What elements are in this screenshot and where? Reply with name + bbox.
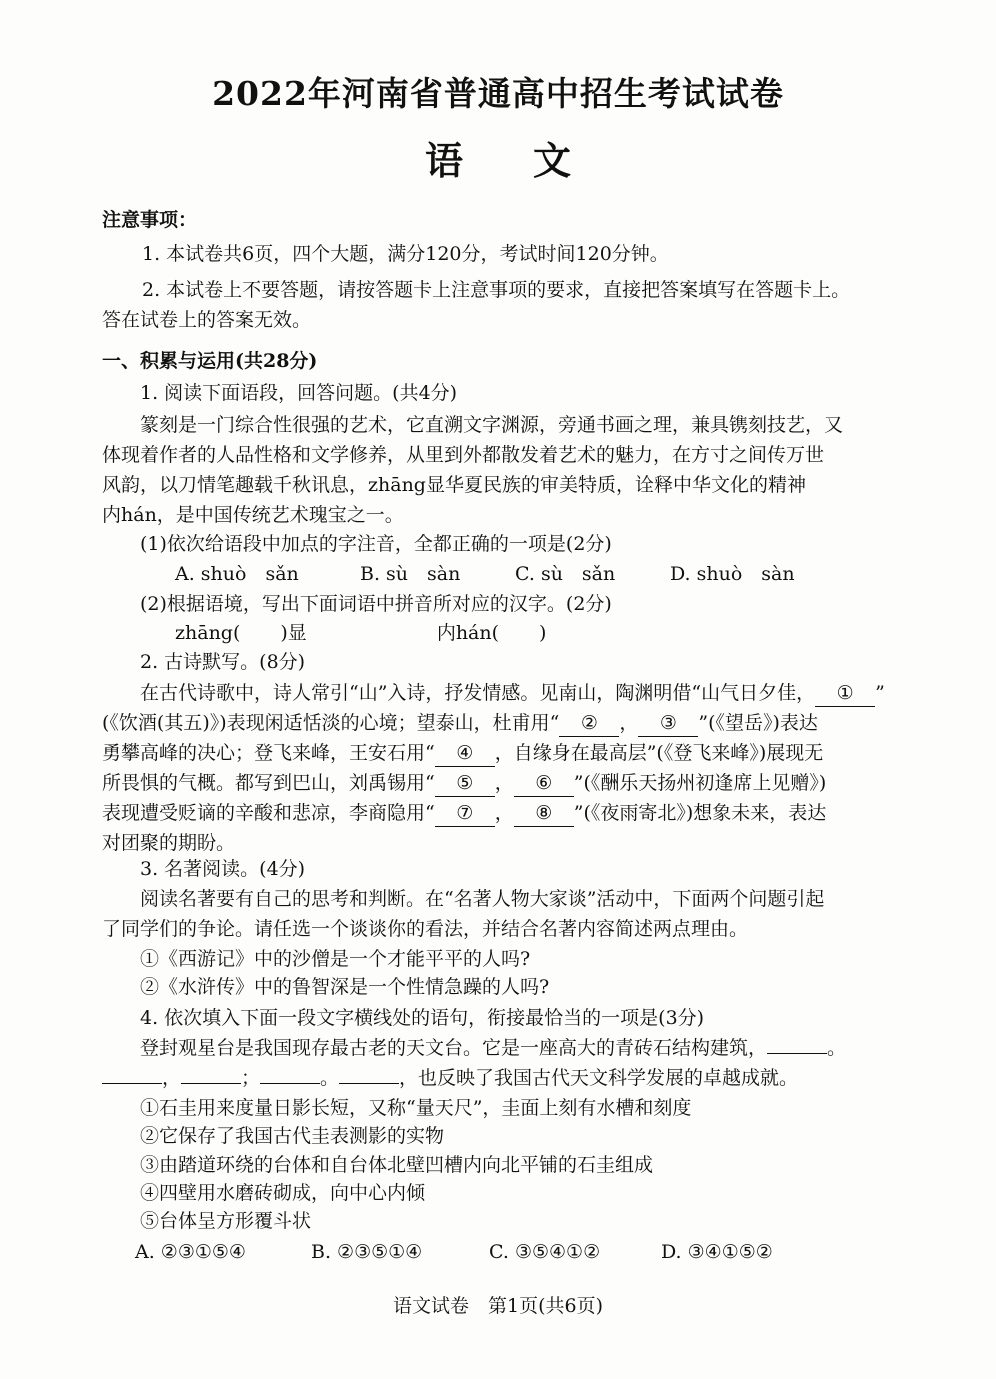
q1-sub2: (2)根据语境，写出下面词语中拼音所对应的汉字。(2分) — [140, 593, 612, 615]
q1-passage-line: 风韵，以刀情笔趣载千秋讯息，zhāng显华夏民族的审美特质，诠释中华文化的精神 — [102, 474, 806, 496]
q3-item-2: ②《水浒传》中的鲁智深是一个性情急躁的人吗? — [140, 976, 550, 998]
q2-text: ” — [875, 682, 885, 704]
option-c: C. sù sǎn — [515, 563, 616, 585]
blank — [181, 1083, 241, 1084]
q4-item: ③由踏道环绕的台体和自台体北壁凹槽内向北平铺的石圭组成 — [140, 1154, 654, 1176]
q2-stem: 2. 古诗默写。(8分) — [140, 651, 306, 673]
option-a: A. shuò sǎn — [175, 563, 299, 585]
q2-text: 在古代诗歌中，诗人常引“山”入诗，抒发情感。见南山，陶渊明借“山气日夕佳， — [140, 682, 816, 704]
q4-text: ， — [162, 1067, 182, 1089]
option-c: C. ③⑤④①② — [489, 1241, 601, 1263]
blank-4: ④ — [435, 740, 495, 767]
q2-line — [102, 710, 818, 737]
q1-stem: 1. 阅读下面语段，回答问题。(共4分) — [140, 382, 458, 404]
q2-text: ”(《酬乐天扬州初逢席上见赠》) — [573, 772, 827, 794]
q3-line: 了同学们的争论。请任选一个谈谈你的看法，并结合名著内容简述两点理由。 — [102, 918, 749, 940]
sub2-item-2-prefix: 内hán( — [436, 622, 500, 644]
q1-passage-line: 体现着作者的人品性格和文学修养，从里到外都散发着艺术的魅力，在方寸之间传万世 — [102, 444, 825, 466]
q3-item-1: ①《西游记》中的沙僧是一个才能平平的人吗? — [140, 948, 531, 970]
q4-stem: 4. 依次填入下面一段文字横线处的语句，衔接最恰当的一项是(3分) — [140, 1007, 705, 1029]
q2-text: 勇攀高峰的决心；登飞来峰，王安石用“ — [102, 742, 435, 764]
q4-text: ，也反映了我国古代天文科学发展的卓越成就。 — [399, 1067, 799, 1089]
sub2-item-2-suffix: ) — [539, 622, 547, 644]
exam-title: 2022年河南省普通高中招生考试试卷 — [212, 74, 784, 113]
blank-5: ⑤ — [435, 770, 495, 797]
section1-heading: 一、积累与运用(共28分) — [102, 350, 318, 372]
notice-item-1: 1. 本试卷共6页，四个大题，满分120分，考试时间120分钟。 — [142, 243, 669, 265]
page-footer: 语文试卷 第1页(共6页) — [392, 1295, 603, 1317]
blank-2: ② — [559, 710, 619, 737]
notice-item-2-cont: 答在试卷上的答案无效。 — [102, 309, 312, 331]
q2-text: ，自缘身在最高层”(《登飞来峰》)展现无 — [494, 742, 824, 764]
blank — [102, 1083, 162, 1084]
q1-sub1-options — [175, 561, 795, 587]
option-b: B. sù sàn — [360, 563, 461, 585]
blank — [767, 1053, 827, 1054]
q4-item: ②它保存了我国古代圭表测影的实物 — [140, 1125, 445, 1147]
q2-text: ， — [494, 802, 514, 824]
blank — [339, 1083, 399, 1084]
exam-subject: 语文 — [424, 138, 641, 183]
blank-8: ⑧ — [514, 800, 574, 827]
q4-text: 。 — [320, 1067, 340, 1089]
notice-item-2: 2. 本试卷上不要答题，请按答题卡上注意事项的要求，直接把答案填写在答题卡上。 — [142, 279, 851, 301]
q4-line — [102, 1065, 798, 1091]
q2-text: ， — [619, 712, 639, 734]
q3-stem: 3. 名著阅读。(4分) — [140, 858, 306, 880]
q1-sub1: (1)依次给语段中加点的字注音，全都正确的一项是(2分) — [140, 533, 612, 555]
q2-text: 表现遭受贬谪的辛酸和悲凉，李商隐用“ — [102, 802, 435, 824]
q2-text: 所畏惧的气概。都写到巴山，刘禹锡用“ — [102, 772, 435, 794]
q2-text: (《饮酒(其五)》)表现闲适恬淡的心境；望泰山，杜甫用“ — [102, 712, 560, 734]
q2-line — [102, 740, 823, 767]
blank-3: ③ — [638, 710, 698, 737]
q4-item: ④四壁用水磨砖砌成，向中心内倾 — [140, 1182, 426, 1204]
blank-1: ① — [815, 680, 875, 707]
option-a: A. ②③①⑤④ — [135, 1241, 246, 1263]
option-b: B. ②③⑤①④ — [311, 1241, 423, 1263]
q4-item: ①石圭用来度量日影长短，又称“量天尺”，圭面上刻有水槽和刻度 — [140, 1097, 692, 1119]
option-d: D. ③④①⑤② — [661, 1241, 773, 1263]
q4-text: ； — [241, 1067, 261, 1089]
blank — [260, 1083, 320, 1084]
q4-item: ⑤台体呈方形覆斗状 — [140, 1210, 312, 1232]
q2-line — [102, 770, 826, 797]
q2-line — [140, 680, 885, 707]
q2-line: 对团聚的期盼。 — [102, 832, 236, 854]
q1-passage-line: 内hán，是中国传统艺术瑰宝之一。 — [102, 504, 404, 526]
q4-options — [135, 1239, 773, 1265]
blank-6: ⑥ — [514, 770, 574, 797]
q2-text: ”(《夜雨寄北》)想象未来，表达 — [573, 802, 827, 824]
sub2-item-1-prefix: zhāng( — [175, 622, 241, 644]
option-d: D. shuò sàn — [670, 563, 795, 585]
q4-line — [140, 1035, 846, 1061]
blank-7: ⑦ — [435, 800, 495, 827]
q3-line: 阅读名著要有自己的思考和判断。在“名著人物大家谈”活动中，下面两个问题引起 — [140, 888, 825, 910]
q1-sub2-items — [175, 620, 546, 646]
q4-text: 。 — [827, 1037, 847, 1059]
q2-text: ， — [494, 772, 514, 794]
q1-passage-line: 篆刻是一门综合性很强的艺术，它直溯文字渊源，旁通书画之理，兼具镌刻技艺，又 — [140, 414, 844, 436]
q2-line — [102, 800, 826, 827]
notice-heading: 注意事项： — [102, 209, 198, 231]
q4-text: 登封观星台是我国现存最古老的天文台。它是一座高大的青砖石结构建筑， — [140, 1037, 768, 1059]
q2-text: ”(《望岳》)表达 — [698, 712, 818, 734]
sub2-item-1-suffix: )显 — [280, 622, 307, 644]
